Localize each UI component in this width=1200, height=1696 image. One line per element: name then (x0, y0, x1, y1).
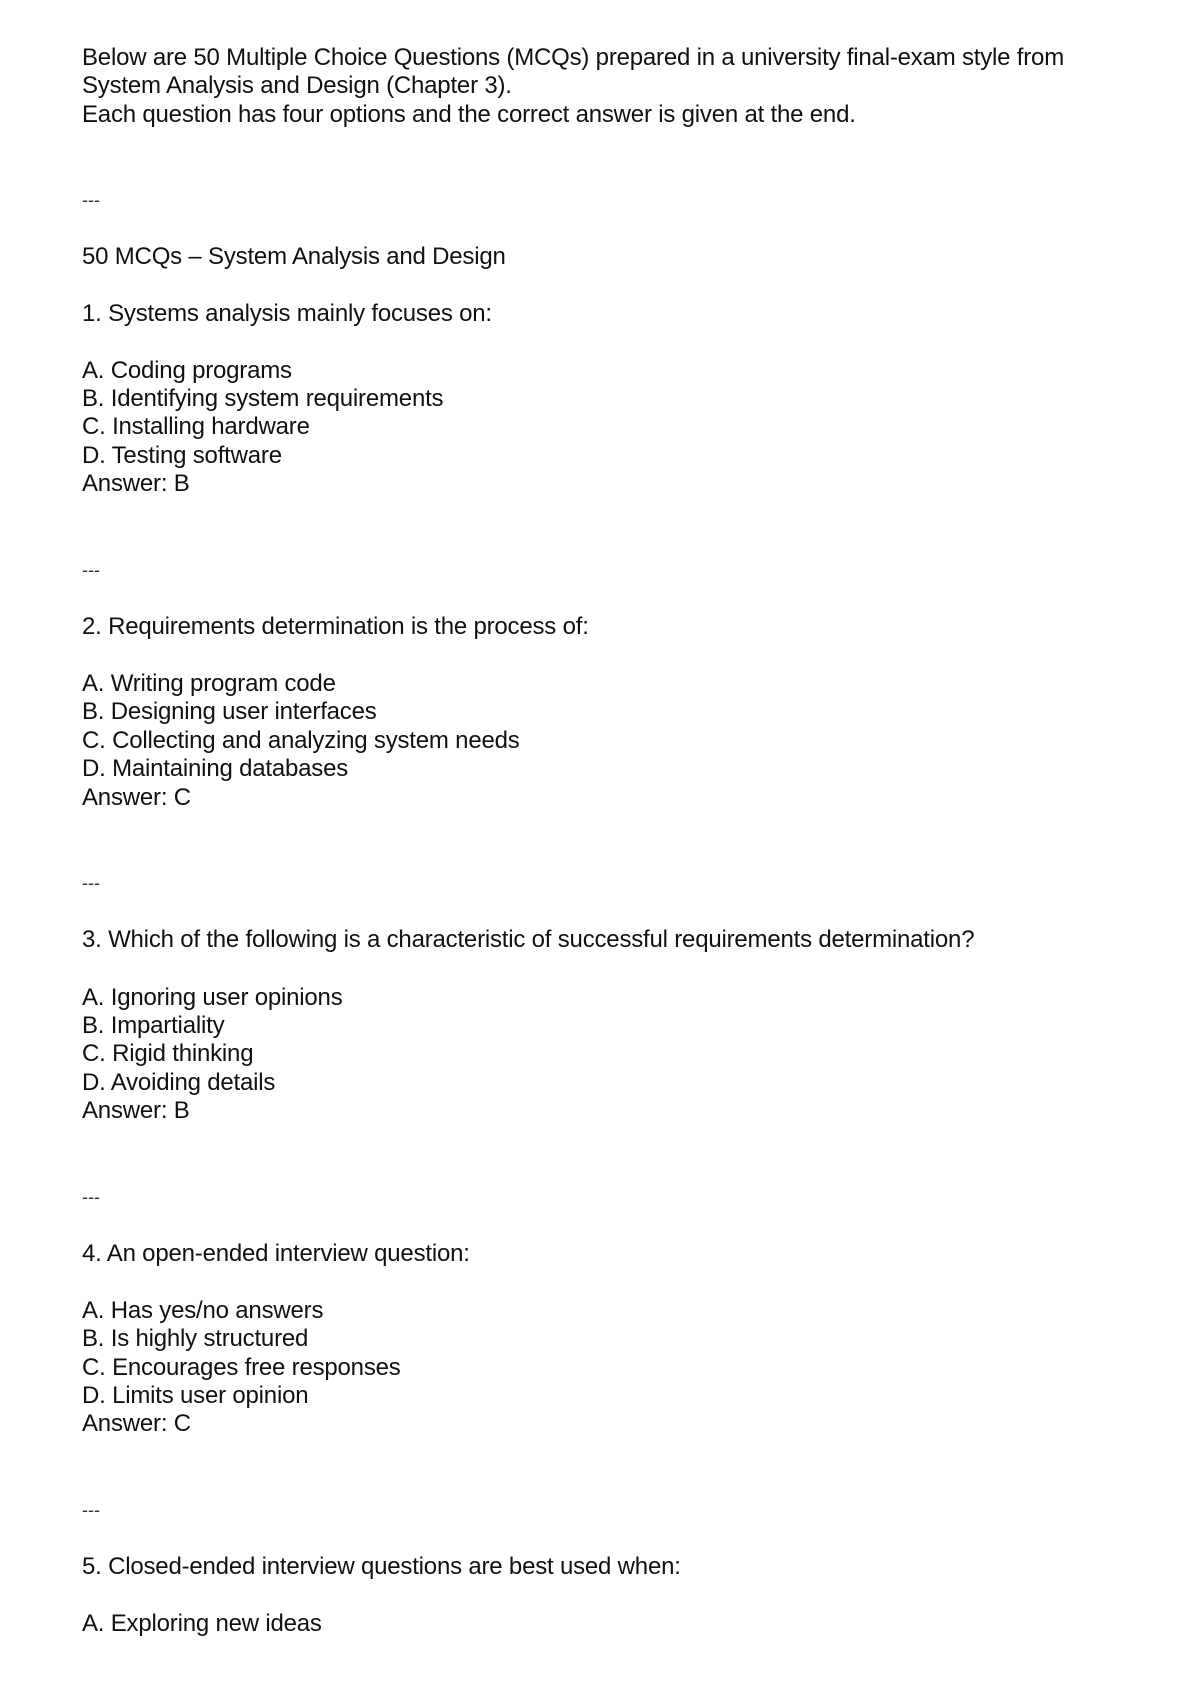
question-2-option-c: C. Collecting and analyzing system needs (82, 727, 520, 754)
question-4-option-a: A. Has yes/no answers (82, 1297, 324, 1324)
question-3-answer: Answer: B (82, 1097, 190, 1124)
separator: --- (82, 873, 100, 893)
question-4-answer: Answer: C (82, 1410, 191, 1437)
separator: --- (82, 190, 100, 210)
separator: --- (82, 560, 100, 580)
separator: --- (82, 1187, 100, 1207)
question-2-option-d: D. Maintaining databases (82, 755, 349, 782)
question-1-option-d: D. Testing software (82, 442, 282, 469)
question-1-text: 1. Systems analysis mainly focuses on: (82, 300, 492, 327)
question-5-text: 5. Closed-ended interview questions are best used when: (82, 1553, 681, 1580)
intro-line-2: System Analysis and Design (Chapter 3). (82, 72, 512, 99)
question-3-option-b: B. Impartiality (82, 1012, 225, 1039)
question-1-answer: Answer: B (82, 470, 190, 497)
intro-line-1: Below are 50 Multiple Choice Questions (MCQs) prepared in a university final-exam style from (82, 44, 1064, 71)
question-2-answer: Answer: C (82, 784, 191, 811)
question-3-option-a: A. Ignoring user opinions (82, 984, 343, 1011)
question-2-option-b: B. Designing user interfaces (82, 698, 377, 725)
question-4-option-c: C. Encourages free responses (82, 1354, 401, 1381)
question-5-option-a: A. Exploring new ideas (82, 1610, 322, 1637)
question-4-option-d: D. Limits user opinion (82, 1382, 309, 1409)
question-4-text: 4. An open-ended interview question: (82, 1240, 470, 1267)
question-2-text: 2. Requirements determination is the process of: (82, 613, 589, 640)
question-3-option-c: C. Rigid thinking (82, 1040, 254, 1067)
question-1-option-c: C. Installing hardware (82, 413, 310, 440)
question-3-text: 3. Which of the following is a characteristic of successful requirements determination? (82, 926, 975, 953)
section-heading: 50 MCQs – System Analysis and Design (82, 243, 506, 270)
question-1-option-a: A. Coding programs (82, 357, 292, 384)
question-3-option-d: D. Avoiding details (82, 1069, 276, 1096)
question-2-option-a: A. Writing program code (82, 670, 336, 697)
question-4-option-b: B. Is highly structured (82, 1325, 309, 1352)
separator: --- (82, 1500, 100, 1520)
question-1-option-b: B. Identifying system requirements (82, 385, 444, 412)
intro-line-3: Each question has four options and the correct answer is given at the end. (82, 101, 856, 128)
